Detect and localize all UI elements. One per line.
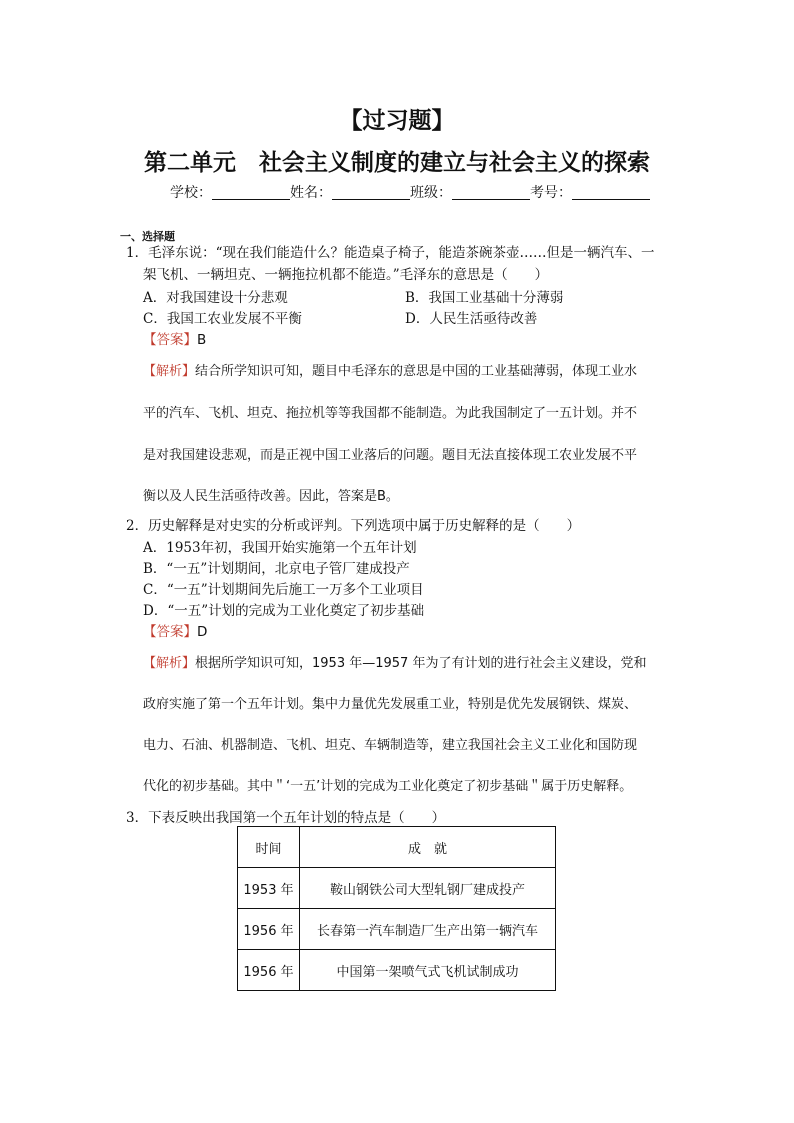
name-blank: [332, 185, 410, 200]
answer-tag: 【答案】: [143, 624, 197, 640]
q3-stem: 3．下表反映出我国第一个五年计划的特点是（ ）: [126, 810, 446, 826]
q2-stem: 2．历史解释是对史实的分析或评判。下列选项中属于历史解释的是（ ）: [126, 518, 581, 534]
q1-option-c: C．我国工农业发展不平衡: [143, 311, 302, 327]
explanation-tag: 【解析】: [143, 364, 196, 379]
q1-answer: [143, 328, 206, 348]
achievements-table: [237, 826, 556, 991]
q2-explanation-line1: [143, 652, 646, 671]
table-cell-achievement: 长春第一汽车制造厂生产出第一辆汽车: [300, 909, 556, 950]
unit-title: 第二单元 社会主义制度的建立与社会主义的探索: [144, 149, 650, 176]
exam-number-label: 考号：: [530, 185, 572, 201]
q2-explanation-line4: 代化的初步基础。其中＂‘一五’计划的完成为工业化奠定了初步基础＂属于历史解释。: [143, 779, 633, 794]
q2-option-b: B．“一五”计划期间，北京电子管厂建成投产: [143, 561, 410, 577]
student-info-line: [170, 182, 650, 202]
table-row: [238, 909, 556, 950]
q2-option-d: D．“一五”计划的完成为工业化奠定了初步基础: [143, 603, 425, 619]
q1-explanation-line3: 是对我国建设悲观，而是正视中国工业落后的问题。题目无法直接体现工农业发展不平: [143, 448, 638, 463]
q1-explanation-line4: 衡以及人民生活亟待改善。因此，答案是B。: [143, 489, 399, 504]
table-cell-year: 1956 年: [238, 950, 300, 991]
table-header-time: 时间: [238, 827, 300, 868]
table-cell-achievement: 中国第一架喷气式飞机试制成功: [300, 950, 556, 991]
q1-option-a: A．对我国建设十分悲观: [143, 290, 288, 306]
q2-answer-value: D: [197, 624, 208, 640]
q2-answer: [143, 620, 207, 640]
q1-explanation-line1: [143, 360, 637, 379]
q1-option-b: B．我国工业基础十分薄弱: [405, 290, 564, 306]
class-blank: [452, 185, 530, 200]
q1-answer-value: B: [197, 332, 207, 348]
table-cell-year: 1956 年: [238, 909, 300, 950]
q1-stem-line2: 架飞机、一辆坦克、一辆拖拉机都不能造。”毛泽东的意思是（ ）: [143, 267, 549, 283]
page-title: 【过习题】: [339, 107, 455, 134]
q2-explanation-line3: 电力、石油、机器制造、飞机、坦克、车辆制造等，建立我国社会主义工业化和国防现: [143, 738, 638, 753]
q2-option-c: C．“一五”计划期间先后施工一万多个工业项目: [143, 582, 424, 598]
q1-exp-text1: 结合所学知识可知，题目中毛泽东的意思是中国的工业基础薄弱，体现工业水: [195, 364, 638, 379]
table-header-achievement: 成 就: [300, 827, 556, 868]
table-cell-achievement: 鞍山钢铁公司大型轧钢厂建成投产: [300, 868, 556, 909]
school-blank: [212, 185, 290, 200]
q1-stem-line1: 1．毛泽东说：“现在我们能造什么？能造桌子椅子，能造茶碗茶壶……但是一辆汽车、一: [126, 245, 655, 261]
table-header-row: [238, 827, 556, 868]
q2-exp-text1: 根据所学知识可知，1953 年—1957 年为了有计划的进行社会主义建设，党和: [195, 656, 647, 671]
section-heading: 一、选择题: [120, 230, 175, 243]
q1-option-d: D．人民生活亟待改善: [405, 311, 538, 327]
q2-option-a: A．1953年初，我国开始实施第一个五年计划: [143, 540, 417, 556]
table-cell-year: 1953 年: [238, 868, 300, 909]
table-row: [238, 950, 556, 991]
school-label: 学校：: [170, 185, 212, 201]
q2-explanation-line2: 政府实施了第一个五年计划。集中力量优先发展重工业，特别是优先发展钢铁、煤炭、: [143, 697, 638, 712]
name-label: 姓名：: [290, 185, 332, 201]
exam-number-blank: [572, 185, 650, 200]
answer-tag: 【答案】: [143, 332, 197, 348]
q1-explanation-line2: 平的汽车、飞机、坦克、拖拉机等等我国都不能制造。为此我国制定了一五计划。并不: [143, 406, 638, 421]
table-row: [238, 868, 556, 909]
class-label: 班级：: [410, 185, 452, 201]
explanation-tag: 【解析】: [143, 656, 196, 671]
